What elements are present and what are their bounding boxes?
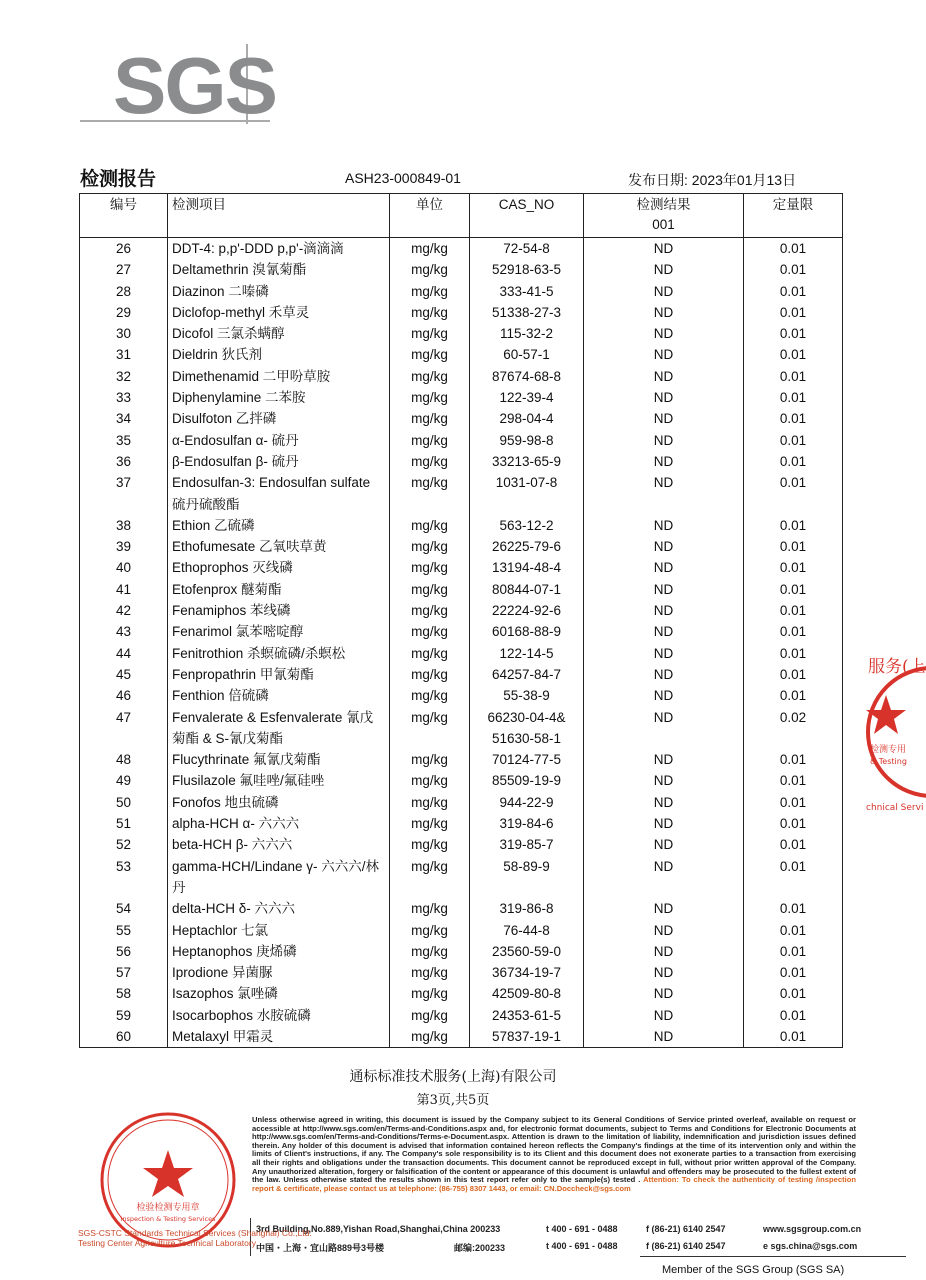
row-no: 58 [80, 983, 168, 1004]
row-result: ND [584, 366, 744, 387]
table-row [80, 259, 843, 280]
row-unit: mg/kg [390, 451, 470, 472]
row-unit: mg/kg [390, 281, 470, 302]
row-no: 53 [80, 856, 168, 899]
row-no: 55 [80, 920, 168, 941]
row-result: ND [584, 281, 744, 302]
row-unit: mg/kg [390, 898, 470, 919]
row-unit: mg/kg [390, 259, 470, 280]
row-cas: 23560-59-0 [470, 941, 584, 962]
row-unit: mg/kg [390, 557, 470, 578]
row-result: ND [584, 515, 744, 536]
header-unit: 单位 [390, 194, 470, 238]
row-no: 27 [80, 259, 168, 280]
row-item: gamma-HCH/Lindane γ- 六六六/林丹 [168, 856, 390, 899]
row-cas: 64257-84-7 [470, 664, 584, 685]
row-limit: 0.01 [744, 323, 843, 344]
row-limit: 0.01 [744, 408, 843, 429]
postcode-cn: 邮编:200233 [454, 1243, 506, 1253]
row-result: ND [584, 707, 744, 750]
tel-en: t 400 - 691 - 0488 [546, 1224, 618, 1234]
row-limit: 0.01 [744, 366, 843, 387]
row-cas: 298-04-4 [470, 408, 584, 429]
tel-cn: t 400 - 691 - 0488 [546, 1241, 618, 1251]
report-number: ASH23-000849-01 [345, 170, 461, 186]
table-row [80, 472, 843, 515]
row-result: ND [584, 792, 744, 813]
row-item: Fenarimol 氯苯嘧啶醇 [168, 621, 390, 642]
row-cas: 60168-88-9 [470, 621, 584, 642]
row-limit: 0.01 [744, 387, 843, 408]
row-limit: 0.01 [744, 1026, 843, 1048]
row-unit: mg/kg [390, 834, 470, 855]
row-unit: mg/kg [390, 323, 470, 344]
table-row [80, 813, 843, 834]
row-limit: 0.01 [744, 834, 843, 855]
row-limit: 0.01 [744, 600, 843, 621]
row-limit: 0.01 [744, 238, 843, 260]
row-result: ND [584, 621, 744, 642]
table-row [80, 664, 843, 685]
table-row [80, 281, 843, 302]
row-limit: 0.01 [744, 856, 843, 899]
table-row [80, 621, 843, 642]
header-cas: CAS_NO [470, 194, 584, 238]
row-item: beta-HCH β- 六六六 [168, 834, 390, 855]
row-no: 26 [80, 238, 168, 260]
header-result [584, 194, 744, 238]
row-unit: mg/kg [390, 707, 470, 750]
row-cas: 319-85-7 [470, 834, 584, 855]
header-no: 编号 [80, 194, 168, 238]
side-stamp [866, 640, 926, 825]
table-row [80, 962, 843, 983]
row-item: Fenitrothion 杀螟硫磷/杀螟松 [168, 643, 390, 664]
row-cas: 60-57-1 [470, 344, 584, 365]
issue-date: 发布日期: 2023年01月13日 [628, 172, 797, 188]
row-result: ND [584, 323, 744, 344]
row-cas: 319-84-6 [470, 813, 584, 834]
row-item: Dieldrin 狄氏剂 [168, 344, 390, 365]
row-item: Isocarbophos 水胺硫磷 [168, 1005, 390, 1026]
header-item: 检测项目 [168, 194, 390, 238]
table-row [80, 685, 843, 706]
row-result: ND [584, 920, 744, 941]
row-unit: mg/kg [390, 685, 470, 706]
row-cas: 72-54-8 [470, 238, 584, 260]
row-no: 45 [80, 664, 168, 685]
row-item: Fenamiphos 苯线磷 [168, 600, 390, 621]
row-item: Etofenprox 醚菊酯 [168, 579, 390, 600]
row-item: Fenvalerate & Esfenvalerate 氰戊菊酯 & S-氰戊菊酯 [168, 707, 390, 750]
row-limit: 0.01 [744, 643, 843, 664]
row-result: ND [584, 430, 744, 451]
stamp-star-icon [143, 1150, 193, 1197]
side-star-icon [866, 695, 906, 734]
row-item: Ethofumesate 乙氧呋草黄 [168, 536, 390, 557]
row-unit: mg/kg [390, 770, 470, 791]
row-result: ND [584, 643, 744, 664]
row-result: ND [584, 408, 744, 429]
row-result: ND [584, 664, 744, 685]
row-unit: mg/kg [390, 387, 470, 408]
row-item: Disulfoton 乙拌磷 [168, 408, 390, 429]
row-no: 36 [80, 451, 168, 472]
row-no: 39 [80, 536, 168, 557]
row-no: 44 [80, 643, 168, 664]
row-result: ND [584, 259, 744, 280]
row-unit: mg/kg [390, 302, 470, 323]
row-item: Fenpropathrin 甲氰菊酯 [168, 664, 390, 685]
row-no: 42 [80, 600, 168, 621]
row-no: 50 [80, 792, 168, 813]
row-unit: mg/kg [390, 344, 470, 365]
row-result: ND [584, 962, 744, 983]
report-title: 检测报告 [80, 169, 157, 190]
row-result: ND [584, 579, 744, 600]
table-row [80, 557, 843, 578]
row-no: 60 [80, 1026, 168, 1048]
row-limit: 0.01 [744, 1005, 843, 1026]
logo-text: SGS [113, 41, 276, 130]
row-cas: 333-41-5 [470, 281, 584, 302]
row-cas: 13194-48-4 [470, 557, 584, 578]
row-no: 43 [80, 621, 168, 642]
row-cas: 22224-92-6 [470, 600, 584, 621]
address-en: 3rd Building,No.889,Yishan Road,Shanghai,China 200233 [256, 1224, 501, 1234]
header-result-sample: 001 [652, 217, 675, 232]
row-result: ND [584, 344, 744, 365]
row-unit: mg/kg [390, 515, 470, 536]
table-row [80, 238, 843, 260]
row-no: 37 [80, 472, 168, 515]
row-cas: 87674-68-8 [470, 366, 584, 387]
row-result: ND [584, 941, 744, 962]
table-row [80, 302, 843, 323]
row-item: Diphenylamine 二苯胺 [168, 387, 390, 408]
row-result: ND [584, 302, 744, 323]
row-no: 51 [80, 813, 168, 834]
row-result: ND [584, 898, 744, 919]
row-item: delta-HCH δ- 六六六 [168, 898, 390, 919]
svg-text:& Testing: & Testing [870, 757, 907, 766]
row-no: 57 [80, 962, 168, 983]
row-unit: mg/kg [390, 643, 470, 664]
row-item: Fenthion 倍硫磷 [168, 685, 390, 706]
row-cas: 76-44-8 [470, 920, 584, 941]
table-row [80, 792, 843, 813]
table-row [80, 920, 843, 941]
row-item: Flusilazole 氟哇唑/氟硅唑 [168, 770, 390, 791]
row-no: 59 [80, 1005, 168, 1026]
row-result: ND [584, 472, 744, 515]
row-result: ND [584, 451, 744, 472]
page-number: 第3页,共5页 [416, 1093, 490, 1108]
row-cas: 57837-19-1 [470, 1026, 584, 1048]
row-limit: 0.01 [744, 792, 843, 813]
row-limit: 0.01 [744, 813, 843, 834]
row-unit: mg/kg [390, 536, 470, 557]
table-row [80, 707, 843, 750]
row-no: 32 [80, 366, 168, 387]
row-cas: 80844-07-1 [470, 579, 584, 600]
row-no: 35 [80, 430, 168, 451]
table-row [80, 1026, 843, 1048]
table-row [80, 1005, 843, 1026]
row-no: 40 [80, 557, 168, 578]
row-no: 31 [80, 344, 168, 365]
row-no: 29 [80, 302, 168, 323]
row-cas: 52918-63-5 [470, 259, 584, 280]
row-cas: 319-86-8 [470, 898, 584, 919]
table-row [80, 536, 843, 557]
table-row [80, 856, 843, 899]
row-item: Isazophos 氯唑磷 [168, 983, 390, 1004]
row-no: 48 [80, 749, 168, 770]
row-limit: 0.01 [744, 259, 843, 280]
row-limit: 0.01 [744, 344, 843, 365]
table-row [80, 941, 843, 962]
row-item: Deltamethrin 溴氰菊酯 [168, 259, 390, 280]
table-row [80, 898, 843, 919]
row-cas: 42509-80-8 [470, 983, 584, 1004]
row-item: Iprodione 异菌脲 [168, 962, 390, 983]
header-limit: 定量限 [744, 194, 843, 238]
row-cas: 85509-19-9 [470, 770, 584, 791]
row-unit: mg/kg [390, 238, 470, 260]
row-no: 34 [80, 408, 168, 429]
attention-text: Attention: To check the authenticity of testing /inspection report & certificate, please contact us at telephone: (86-755) 8307 1443, or email: CN.Doccheck@sgs.com [252, 1175, 857, 1193]
member-text: Member of the SGS Group (SGS SA) [662, 1264, 845, 1276]
row-cas: 51338-27-3 [470, 302, 584, 323]
row-limit: 0.01 [744, 749, 843, 770]
row-unit: mg/kg [390, 600, 470, 621]
row-cas: 55-38-9 [470, 685, 584, 706]
row-unit: mg/kg [390, 983, 470, 1004]
table-row [80, 408, 843, 429]
row-limit: 0.01 [744, 302, 843, 323]
row-no: 33 [80, 387, 168, 408]
row-cas: 115-32-2 [470, 323, 584, 344]
stamp-center-text: 检验检测专用章 [136, 1203, 200, 1213]
table-row [80, 323, 843, 344]
header-result-label: 检测结果 [636, 197, 691, 212]
row-item: α-Endosulfan α- 硫丹 [168, 430, 390, 451]
row-limit: 0.01 [744, 770, 843, 791]
table-row [80, 430, 843, 451]
row-item: DDT-4: p,p'-DDD p,p'-滴滴滴 [168, 238, 390, 260]
website: www.sgsgroup.com.cn [763, 1224, 862, 1234]
row-no: 56 [80, 941, 168, 962]
row-result: ND [584, 600, 744, 621]
table-row [80, 451, 843, 472]
row-cas: 1031-07-8 [470, 472, 584, 515]
row-no: 38 [80, 515, 168, 536]
row-result: ND [584, 536, 744, 557]
row-result: ND [584, 770, 744, 791]
row-item: Ethoprophos 灭线磷 [168, 557, 390, 578]
row-unit: mg/kg [390, 621, 470, 642]
row-result: ND [584, 749, 744, 770]
row-limit: 0.01 [744, 430, 843, 451]
row-no: 47 [80, 707, 168, 750]
table-row [80, 387, 843, 408]
row-item: Diclofop-methyl 禾草灵 [168, 302, 390, 323]
row-unit: mg/kg [390, 664, 470, 685]
row-item: Endosulfan-3: Endosulfan sulfate 硫丹硫酸酯 [168, 472, 390, 515]
row-unit: mg/kg [390, 472, 470, 515]
row-item: Dimethenamid 二甲吩草胺 [168, 366, 390, 387]
row-unit: mg/kg [390, 1026, 470, 1048]
row-limit: 0.01 [744, 472, 843, 515]
row-limit: 0.01 [744, 962, 843, 983]
row-unit: mg/kg [390, 920, 470, 941]
row-unit: mg/kg [390, 813, 470, 834]
row-item: Metalaxyl 甲霜灵 [168, 1026, 390, 1048]
row-cas: 66230-04-4& 51630-58-1 [470, 707, 584, 750]
row-unit: mg/kg [390, 749, 470, 770]
table-row [80, 749, 843, 770]
row-unit: mg/kg [390, 366, 470, 387]
row-item: β-Endosulfan β- 硫丹 [168, 451, 390, 472]
row-unit: mg/kg [390, 408, 470, 429]
row-no: 54 [80, 898, 168, 919]
row-result: ND [584, 1026, 744, 1048]
row-no: 46 [80, 685, 168, 706]
row-cas: 959-98-8 [470, 430, 584, 451]
row-item: Heptanophos 庚烯磷 [168, 941, 390, 962]
row-unit: mg/kg [390, 856, 470, 899]
row-result: ND [584, 238, 744, 260]
row-item: Ethion 乙硫磷 [168, 515, 390, 536]
row-unit: mg/kg [390, 792, 470, 813]
row-cas: 944-22-9 [470, 792, 584, 813]
row-cas: 26225-79-6 [470, 536, 584, 557]
svg-text:检测专用: 检测专用 [870, 745, 907, 755]
footer-company: 通标标准技术服务(上海)有限公司 [349, 1069, 557, 1085]
address-cn: 中国・上海・宜山路889号3号楼 [256, 1243, 385, 1253]
row-item: Diazinon 二嗪磷 [168, 281, 390, 302]
row-limit: 0.01 [744, 941, 843, 962]
row-no: 52 [80, 834, 168, 855]
row-limit: 0.01 [744, 664, 843, 685]
row-limit: 0.01 [744, 685, 843, 706]
row-limit: 0.01 [744, 557, 843, 578]
row-limit: 0.01 [744, 579, 843, 600]
svg-text:chnical Servi: chnical Servi [866, 803, 924, 813]
row-limit: 0.01 [744, 621, 843, 642]
row-no: 49 [80, 770, 168, 791]
table-row [80, 770, 843, 791]
row-cas: 24353-61-5 [470, 1005, 584, 1026]
row-result: ND [584, 856, 744, 899]
row-item: Flucythrinate 氟氰戊菊酯 [168, 749, 390, 770]
row-unit: mg/kg [390, 579, 470, 600]
row-limit: 0.01 [744, 451, 843, 472]
row-item: Fonofos 地虫硫磷 [168, 792, 390, 813]
row-unit: mg/kg [390, 962, 470, 983]
row-result: ND [584, 557, 744, 578]
table-row [80, 983, 843, 1004]
row-limit: 0.02 [744, 707, 843, 750]
email: e sgs.china@sgs.com [763, 1241, 858, 1251]
row-no: 41 [80, 579, 168, 600]
row-limit: 0.01 [744, 515, 843, 536]
row-cas: 36734-19-7 [470, 962, 584, 983]
row-item: alpha-HCH α- 六六六 [168, 813, 390, 834]
table-row [80, 600, 843, 621]
row-limit: 0.01 [744, 920, 843, 941]
row-limit: 0.01 [744, 281, 843, 302]
row-unit: mg/kg [390, 941, 470, 962]
row-cas: 58-89-9 [470, 856, 584, 899]
row-result: ND [584, 1005, 744, 1026]
row-unit: mg/kg [390, 1005, 470, 1026]
table-row [80, 515, 843, 536]
row-result: ND [584, 387, 744, 408]
table-header-row [80, 194, 843, 238]
row-limit: 0.01 [744, 983, 843, 1004]
row-result: ND [584, 685, 744, 706]
results-table [79, 193, 843, 1048]
row-cas: 122-39-4 [470, 387, 584, 408]
row-limit: 0.01 [744, 898, 843, 919]
table-row [80, 834, 843, 855]
row-result: ND [584, 834, 744, 855]
fax-cn: f (86-21) 6140 2547 [646, 1241, 726, 1251]
legal-text [252, 1116, 856, 1193]
member-rule [640, 1256, 906, 1257]
table-row [80, 579, 843, 600]
table-row [80, 643, 843, 664]
row-cas: 563-12-2 [470, 515, 584, 536]
row-unit: mg/kg [390, 430, 470, 451]
side-stamp-text: 服务(上 [868, 657, 926, 677]
row-no: 30 [80, 323, 168, 344]
stamp-center-text-en: Inspection & Testing Services [120, 1215, 216, 1223]
row-no: 28 [80, 281, 168, 302]
fax-en: f (86-21) 6140 2547 [646, 1224, 726, 1234]
row-cas: 70124-77-5 [470, 749, 584, 770]
row-item: Heptachlor 七氯 [168, 920, 390, 941]
row-result: ND [584, 983, 744, 1004]
row-cas: 33213-65-9 [470, 451, 584, 472]
row-result: ND [584, 813, 744, 834]
table-row [80, 366, 843, 387]
legal-body: Unless otherwise agreed in writing, this document is issued by the Company subject to its General Conditions of Service printed overleaf, available on request or accessible at http://www.sgs.com/en/Terms-and-Conditions.aspx and, for electronic format documents, subject to Terms and Conditions for Electronic Documents at http://www.sgs.com/en/Terms-and-Conditions/Terms-e-Document.aspx. Attention is drawn to the limitation of liability, indemnification and jurisdiction issues defined therein. Any holder of this document is advised that information contained hereon reflects the Company's findings at the time of its intervention only and within the limits of Client's instructions, if any. The Company's sole responsibility is to its Client and this document does not exonerate parties to a transaction from exercising all their rights and obligations under the transaction documents. This document cannot be reproduced except in full, without prior written approval of the Company. Any unauthorized alteration, forgery or falsification of the content or appearance of this document is unlawful and offenders may be prosecuted to the fullest extent of the law. Unless otherwise stated the results shown in this test report refer only to the sample(s) tested . [252, 1115, 856, 1185]
table-row [80, 344, 843, 365]
row-limit: 0.01 [744, 536, 843, 557]
row-item: Dicofol 三氯杀螨醇 [168, 323, 390, 344]
stamp-caption: SGS-CSTC Standards Technical Services (Shanghai) Co.,Ltd. Testing Center Agriculture Technical Laboratory [78, 1228, 312, 1248]
row-cas: 122-14-5 [470, 643, 584, 664]
